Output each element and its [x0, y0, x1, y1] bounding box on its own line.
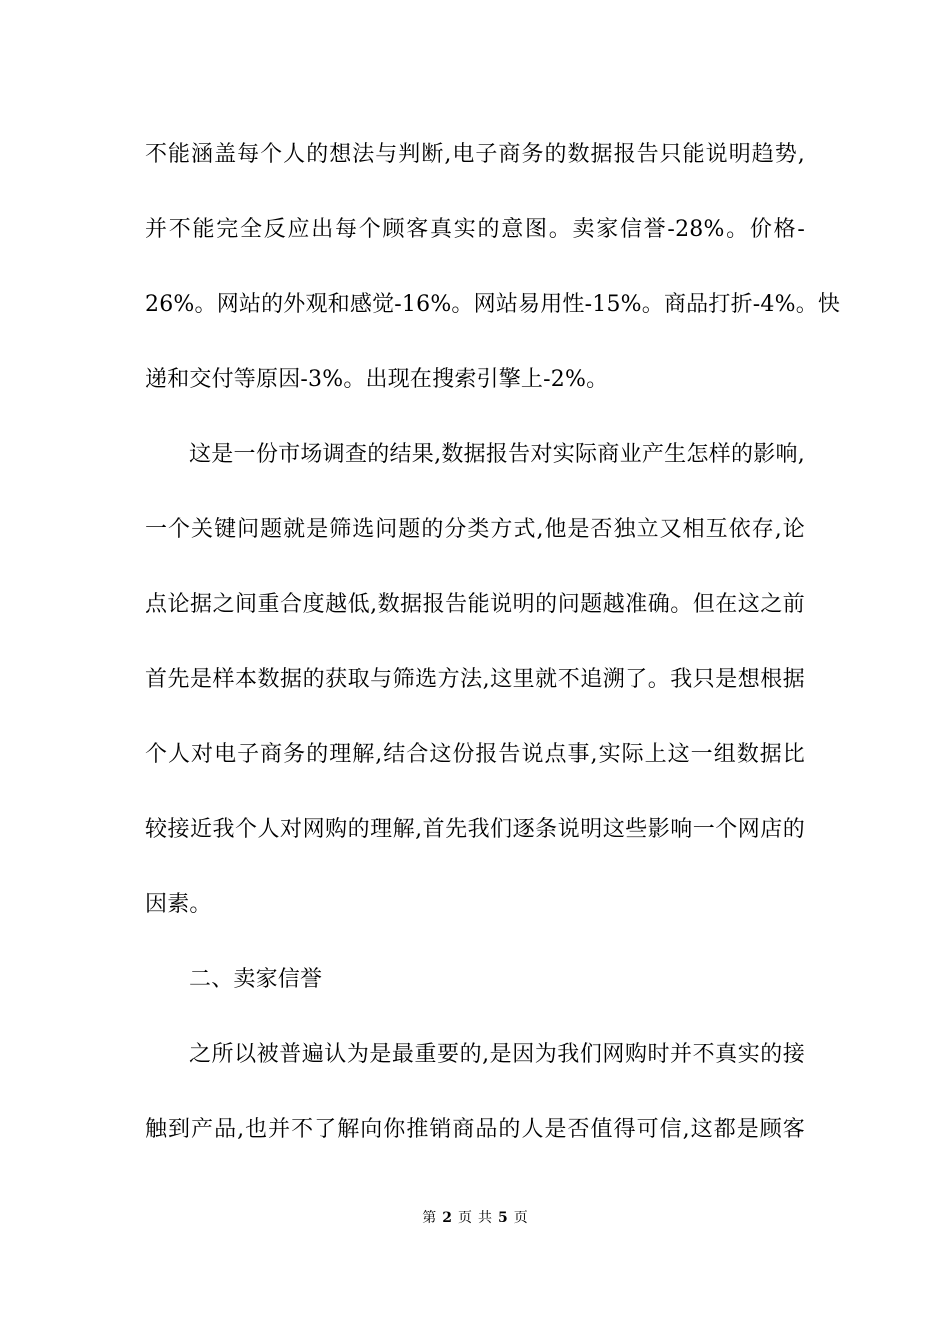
paragraph-line: 个人对电子商务的理解,结合这份报告说点事,实际上这一组数据比 — [145, 742, 805, 767]
paragraph-line: 并不能完全反应出每个顾客真实的意图。卖家信誉-28%。价格- — [145, 217, 805, 242]
section-heading: 二、卖家信誉 — [189, 967, 323, 992]
footer-prefix: 第 — [422, 1210, 437, 1226]
paragraph-line: 触到产品,也并不了解向你推销商品的人是否值得可信,这都是顾客 — [145, 1117, 805, 1142]
footer-suffix: 页 — [513, 1210, 528, 1226]
paragraph-line: 首先是样本数据的获取与筛选方法,这里就不追溯了。我只是想根据 — [145, 667, 805, 692]
footer-current-page: 2 — [442, 1210, 452, 1226]
paragraph-line: 之所以被普遍认为是最重要的,是因为我们网购时并不真实的接 — [189, 1042, 805, 1067]
footer-total-pages: 5 — [498, 1210, 508, 1226]
paragraph-line: 点论据之间重合度越低,数据报告能说明的问题越准确。但在这之前 — [145, 592, 805, 617]
page-footer — [0, 1209, 950, 1227]
footer-page-word: 页 — [458, 1210, 472, 1226]
footer-total-word: 共 — [478, 1210, 492, 1226]
paragraph-line: 因素。 — [145, 892, 212, 917]
paragraph-line: 26%。网站的外观和感觉-16%。网站易用性-15%。商品打折-4%。快 — [145, 292, 841, 317]
paragraph-line: 较接近我个人对网购的理解,首先我们逐条说明这些影响一个网店的 — [145, 817, 805, 842]
paragraph-line: 不能涵盖每个人的想法与判断,电子商务的数据报告只能说明趋势, — [145, 142, 805, 167]
paragraph-line: 一个关键问题就是筛选问题的分类方式,他是否独立又相互依存,论 — [145, 517, 805, 542]
paragraph-line: 这是一份市场调查的结果,数据报告对实际商业产生怎样的影响, — [189, 442, 805, 467]
paragraph-line: 递和交付等原因-3%。出现在搜索引擎上-2%。 — [145, 367, 609, 392]
